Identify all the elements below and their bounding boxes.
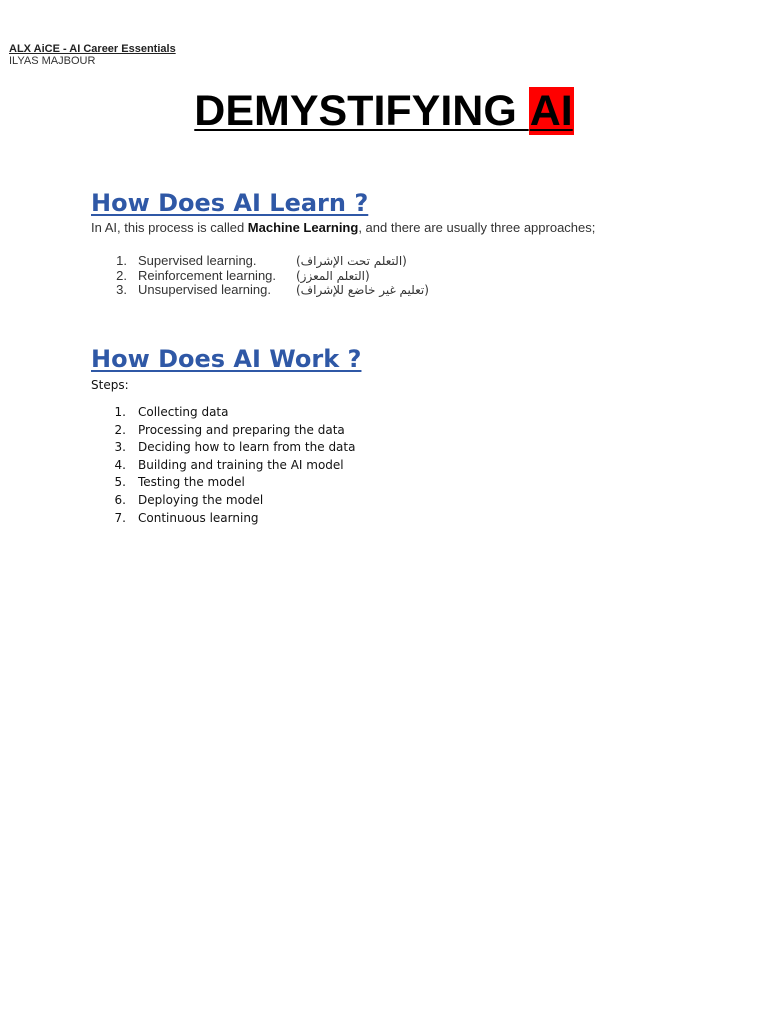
list-number: 7. <box>114 510 126 525</box>
list-number: 1. <box>116 253 127 268</box>
approach-english: Reinforcement learning. <box>138 267 277 283</box>
step-text: Testing the model <box>138 475 245 490</box>
list-number: 3. <box>116 282 127 297</box>
page-title <box>194 86 573 136</box>
list-item <box>91 404 355 422</box>
list-number: 6. <box>114 492 126 507</box>
list-item <box>91 283 429 298</box>
steps-label: Steps: <box>91 378 129 392</box>
section-heading-learn: How Does AI Learn ? <box>91 189 369 217</box>
approach-english: Supervised learning. <box>138 253 257 268</box>
list-number: 1. <box>114 405 126 419</box>
step-text: Continuous learning <box>138 510 259 525</box>
list-item <box>91 474 355 492</box>
approach-arabic: (تعليم غير خاضع للإشراف) <box>296 283 429 297</box>
list-number: 2. <box>114 422 126 437</box>
section-heading-work: How Does AI Work ? <box>91 345 362 373</box>
step-text: Building and training the AI model <box>138 457 344 472</box>
approach-arabic: (التعلم المعزز) <box>296 268 370 283</box>
list-number: 2. <box>116 267 127 283</box>
intro-text-before: In AI, this process is called <box>91 220 248 235</box>
list-number: 3. <box>114 440 126 455</box>
list-item <box>91 457 355 475</box>
intro-text-after: , and there are usually three approaches; <box>358 220 596 235</box>
list-item <box>91 254 429 269</box>
course-title: ALX AiCE - AI Career Essentials <box>9 43 176 55</box>
step-text: Deploying the model <box>138 492 264 507</box>
list-item <box>91 439 355 457</box>
list-item <box>91 269 429 284</box>
list-item <box>91 422 355 440</box>
approach-arabic: (التعلم تحت الإشراف) <box>296 254 407 268</box>
learning-approaches-list <box>91 254 429 298</box>
ai-steps-list <box>91 404 355 527</box>
document-header <box>9 43 176 67</box>
intro-bold-term: Machine Learning <box>247 220 359 235</box>
page-title-accent: AI <box>529 87 573 135</box>
list-item <box>91 510 355 528</box>
step-text: Collecting data <box>138 405 229 419</box>
author-name: ILYAS MAJBOUR <box>9 55 96 67</box>
list-number: 5. <box>114 475 126 490</box>
list-item <box>91 492 355 510</box>
page-title-container <box>0 86 768 136</box>
approach-english: Unsupervised learning. <box>138 282 271 297</box>
step-text: Deciding how to learn from the data <box>138 440 356 455</box>
machine-learning-intro <box>91 220 595 236</box>
step-text: Processing and preparing the data <box>138 422 345 437</box>
list-number: 4. <box>114 457 126 472</box>
page-title-main: DEMYSTIFYING <box>194 87 529 135</box>
